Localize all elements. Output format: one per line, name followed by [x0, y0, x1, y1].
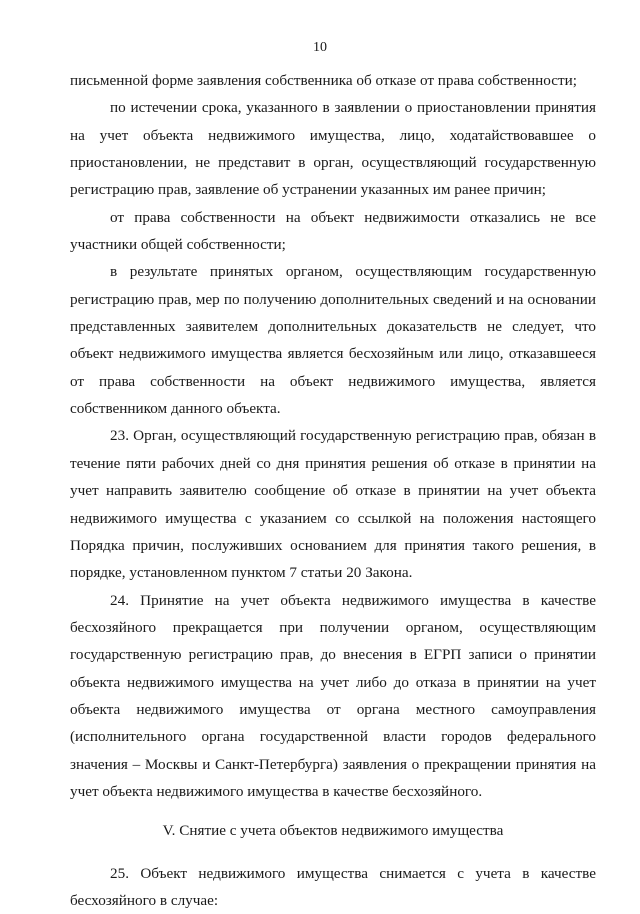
document-body [70, 67, 596, 914]
page-number: 10 [313, 40, 327, 55]
paragraph: от права собственности на объект недвижимости отказались не все участники общей собственности; [70, 208, 596, 254]
paragraph-continuation: письменной форме заявления собственника об отказе от права собственности; [70, 72, 577, 89]
section-heading: V. Снятие с учета объектов недвижимого имущества [162, 822, 504, 840]
paragraph-item-25: 25. Объект недвижимого имущества снимается с учета в качестве бесхозяйного в случае: [70, 864, 596, 909]
paragraph: в результате принятых органом, осуществляющим государственную регистрацию прав, мер по получению дополнительных сведений и на основании представленных заявителем дополнительных доказательств не следует, что объект недвижимого имущества является бесхозяйным или лицо, отказавшееся от права собственности на объект недвижимого имущества, является собственником данного объекта. [70, 263, 596, 418]
paragraph-item-24: 24. Принятие на учет объекта недвижимого имущества в качестве бесхозяйного прекращается при получении органом, осуществляющим государственную регистрацию прав, до внесения в ЕГРП записи о принятии объекта недвижимого имущества на учет либо до отказа в принятии на учет объекта недвижимого имущества от органа местного самоуправления (исполнительного органа государственной власти городов федерального значения – Москвы и Санкт-Петербурга) заявления о прекращении принятия на учет объекта недвижимого имущества в качестве бесхозяйного. [70, 591, 596, 800]
paragraph-item-23: 23. Орган, осуществляющий государственную регистрацию прав, обязан в течение пяти рабочих дней со дня принятия решения об отказе в принятии на учет направить заявителю сообщение об отказе в принятии на учет объекта недвижимого имущества с указанием со ссылкой на положения настоящего Порядка причин, послуживших основанием для принятия такого решения, в порядке, установленном пунктом 7 статьи 20 Закона. [70, 427, 596, 582]
paragraph: по истечении срока, указанного в заявлении о приостановлении принятия на учет объекта недвижимого имущества, лицо, ходатайствовавшее о приостановлении, не представит в орган, осуществляющий государственную регистрацию прав, заявление об устранении указанных им ранее причин; [70, 99, 596, 199]
